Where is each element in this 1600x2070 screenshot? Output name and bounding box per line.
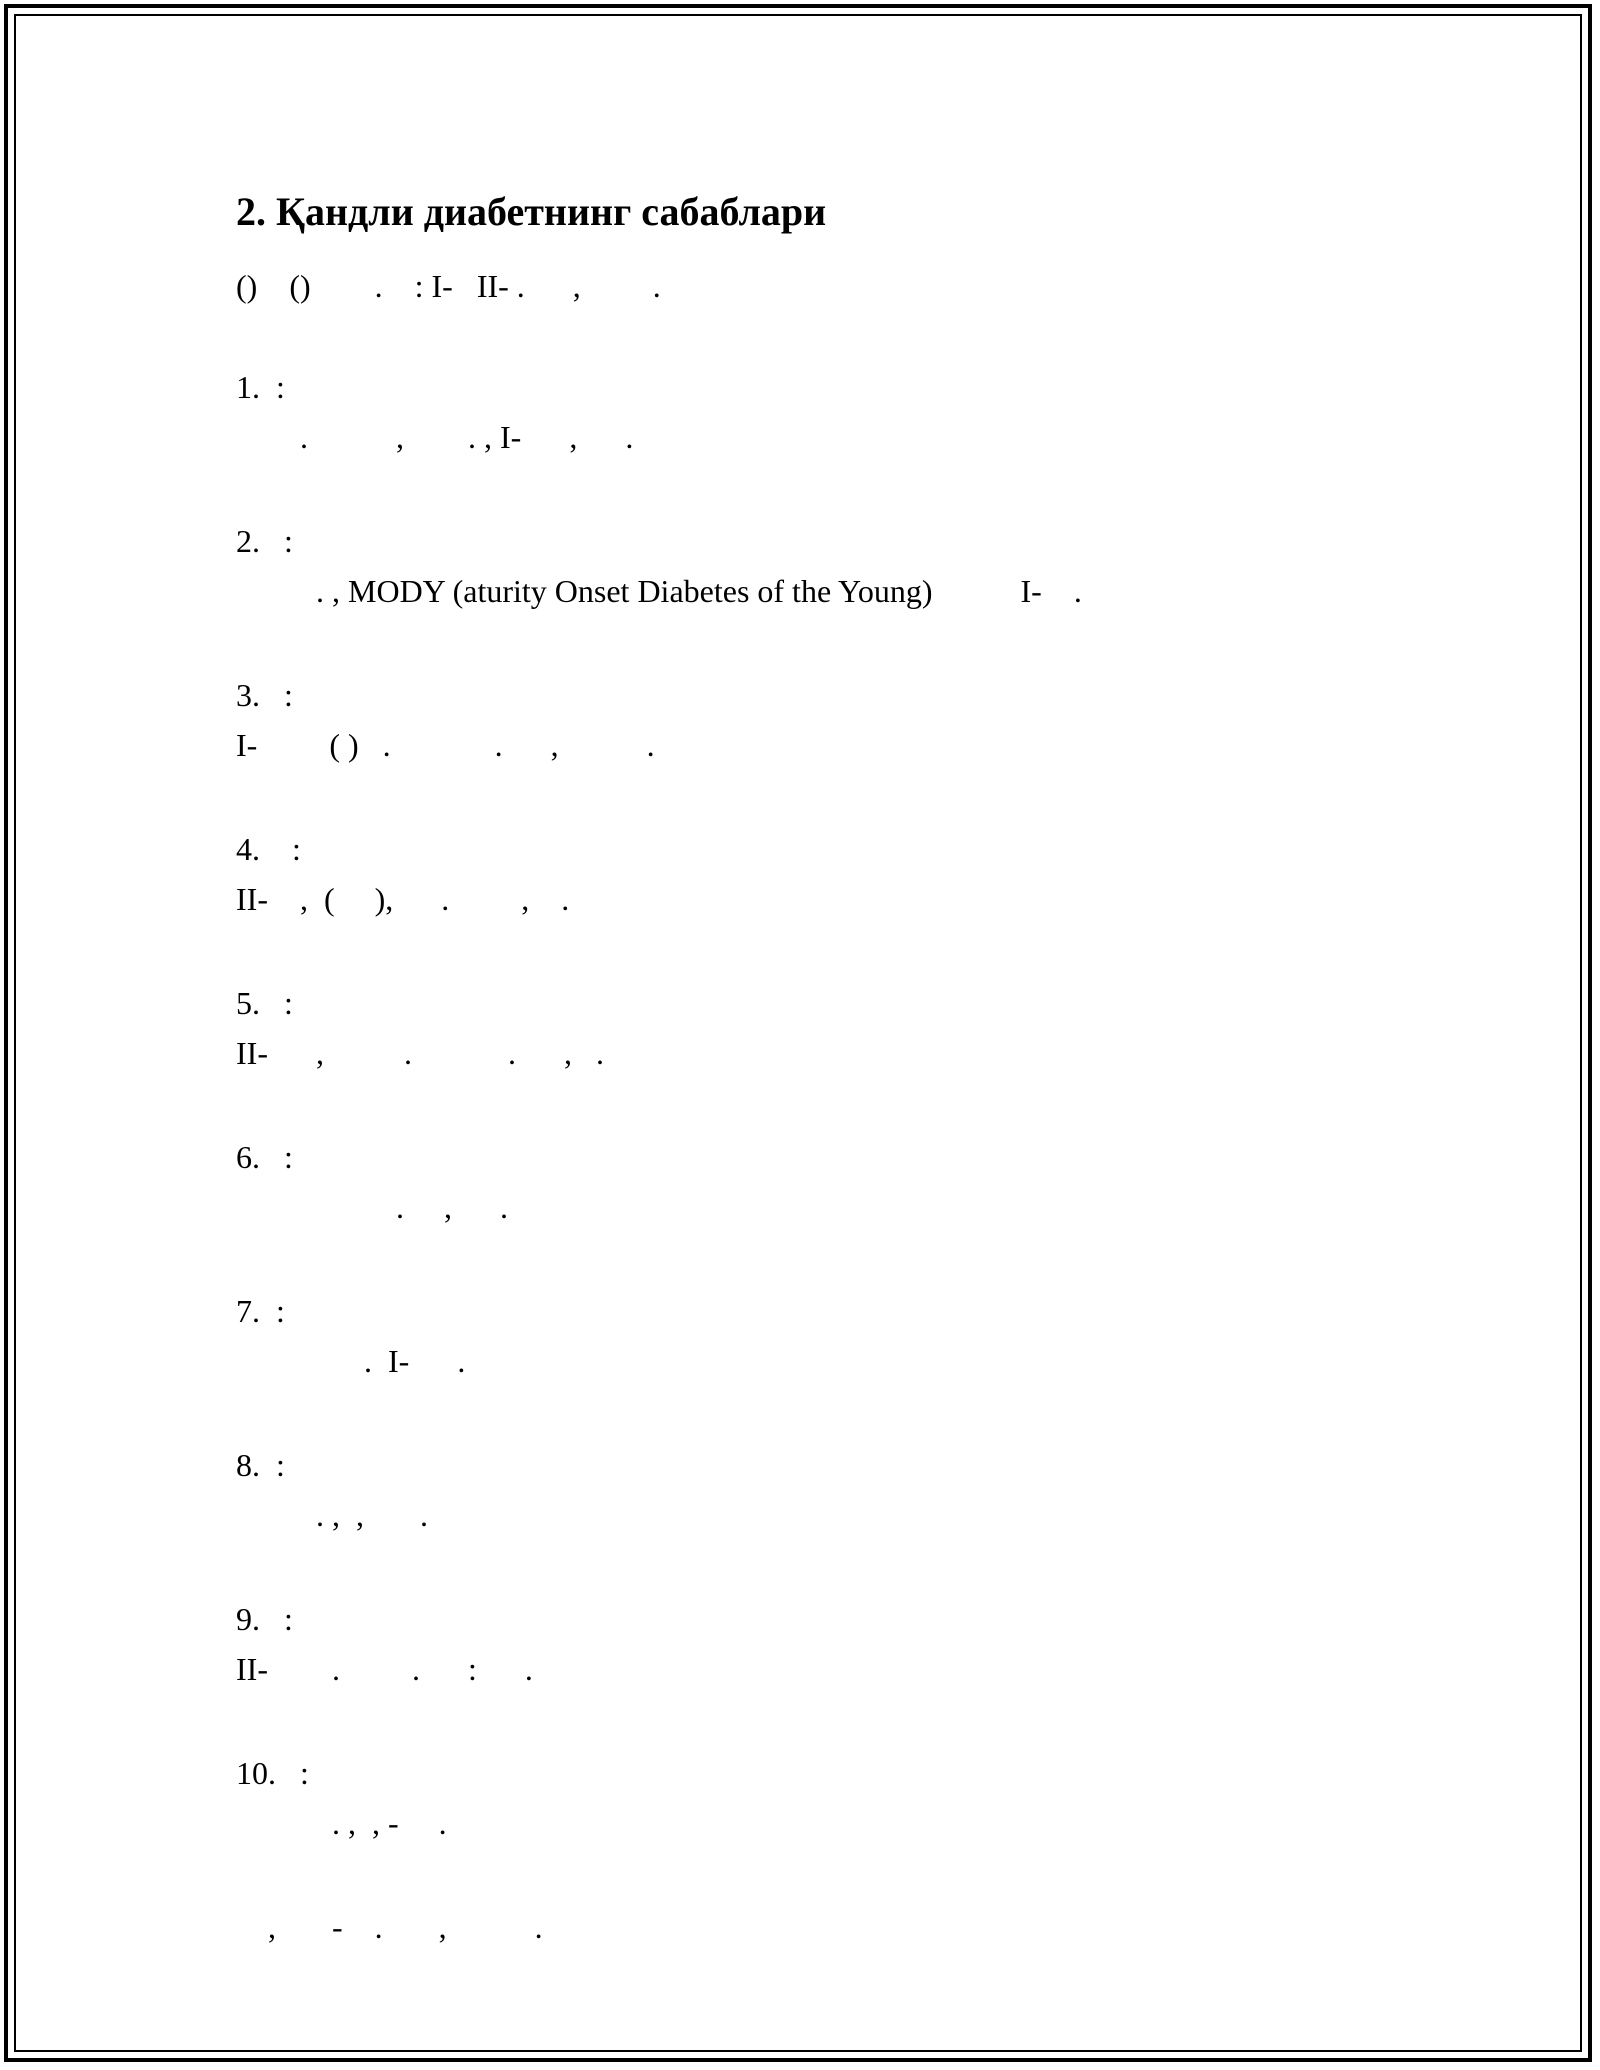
cause-text: . I- . <box>236 1342 466 1379</box>
intro-paragraph: () () . : I- II- . , . <box>236 268 661 304</box>
cause-text: II- . . : . <box>236 1650 533 1687</box>
cause-section-10 <box>236 1748 1416 1848</box>
cause-section-5 <box>236 978 1416 1078</box>
cause-heading: 4. : <box>236 830 301 867</box>
cause-heading: 1. : <box>236 368 285 405</box>
cause-heading: 2. : <box>236 522 293 559</box>
cause-section-3 <box>236 670 1416 770</box>
cause-text: . , , - . <box>236 1804 447 1841</box>
cause-heading: 5. : <box>236 984 293 1021</box>
cause-section-2 <box>236 516 1416 616</box>
cause-text: . , . , I- , . <box>236 418 634 455</box>
cause-section-8 <box>236 1440 1416 1540</box>
cause-text: . , MODY (aturity Onset Diabetes of the Young) I- . <box>236 572 1082 609</box>
cause-text: . , , . <box>236 1496 428 1533</box>
cause-text: I- ( ) . . , . <box>236 726 655 763</box>
document-body <box>236 180 1416 1952</box>
cause-heading: 9. : <box>236 1600 293 1637</box>
cause-heading: 3. : <box>236 676 293 713</box>
cause-text: II- , ( ), . , . <box>236 880 570 917</box>
page-title: 2. Қандли диабетнинг сабаблари <box>236 189 827 234</box>
cause-section-1 <box>236 362 1416 462</box>
cause-heading: 8. : <box>236 1446 285 1483</box>
cause-text: II- , . . , . <box>236 1034 604 1071</box>
cause-heading: 7. : <box>236 1292 285 1329</box>
cause-heading: 10. : <box>236 1754 309 1791</box>
cause-text: . , . <box>236 1188 508 1225</box>
cause-section-4 <box>236 824 1416 924</box>
cause-section-7 <box>236 1286 1416 1386</box>
cause-section-9 <box>236 1594 1416 1694</box>
cause-section-6 <box>236 1132 1416 1232</box>
cause-heading: 6. : <box>236 1138 293 1175</box>
closing-paragraph: , - . , . <box>236 1908 543 1945</box>
